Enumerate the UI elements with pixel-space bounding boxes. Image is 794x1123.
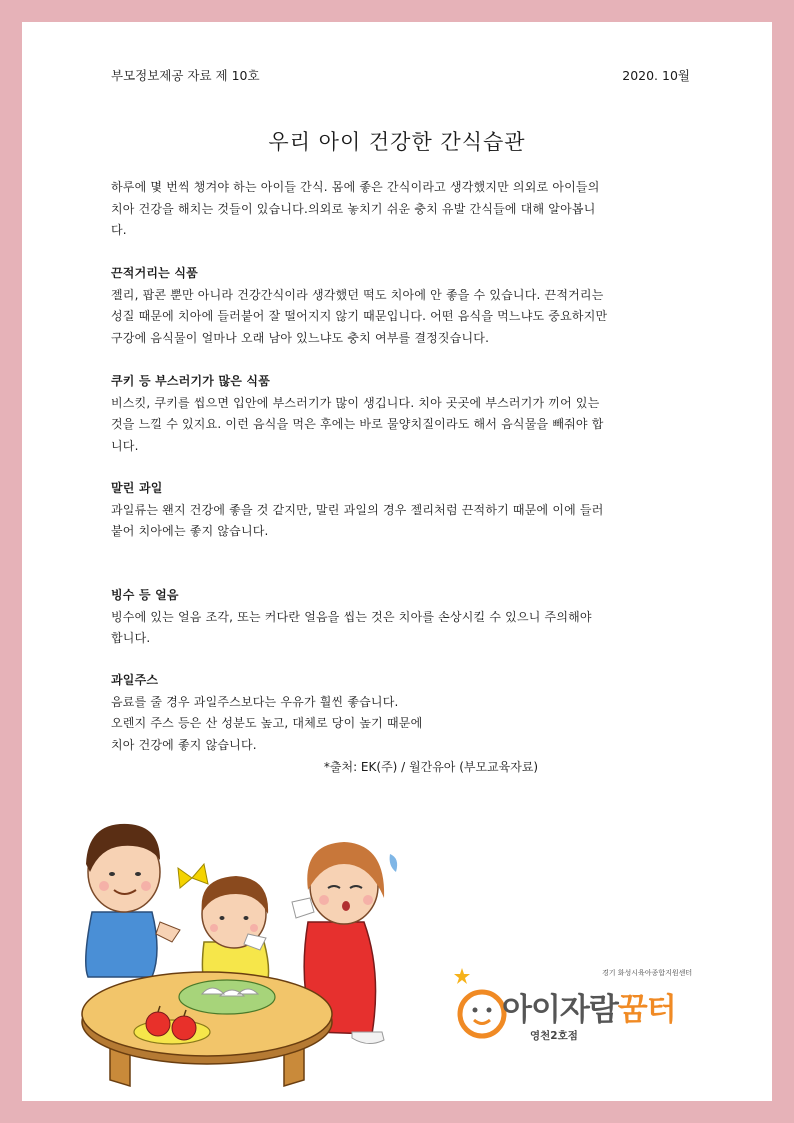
section-line: 구강에 음식물이 얼마나 오래 남아 있느냐도 충치 여부를 결정짓습니다. [111,330,490,345]
logo-brand-main: 아이자람 [502,992,618,1028]
section-heading: 과일주스 [111,673,159,687]
section-heading: 빙수 등 얼음 [111,588,179,602]
intro-line: 다. [111,223,127,237]
logo-branch: 영천2호점 [530,1030,578,1042]
round-table [82,972,332,1086]
intro-paragraph [111,177,699,242]
intro-line: 치아 건강을 해치는 것들이 있습니다.의외로 놓치기 쉬운 충치 유발 간식들에 대해 알아봅니 [111,201,596,216]
source-citation: *출처: EK(주) / 월간유아 (부모교육자료) [323,760,539,774]
logo-center-name: 경기 화성시육아종합지원센터 [602,969,693,977]
center-logo [452,962,722,1052]
section-crumbly-foods [111,371,699,457]
section-line: 음료를 줄 경우 과일주스보다는 우유가 훨씬 좋습니다. [111,694,399,709]
section-ice [111,585,699,650]
document-page [22,22,772,1101]
section-line: 젤리, 팝콘 뿐만 아니라 건강간식이라 생각했던 떡도 치아에 안 좋을 수 있습니다. 끈적거리는 [111,287,604,302]
section-line: 합니다. [111,631,151,645]
section-heading: 끈적거리는 식품 [111,266,198,280]
section-line: 빙수에 있는 얼음 조각, 또는 커다란 얼음을 씹는 것은 치아를 손상시킬 수 있으니 주의해야 [111,609,592,624]
section-line: 붙어 치아에는 좋지 않습니다. [111,524,269,538]
section-line: 과일류는 왠지 건강에 좋을 것 같지만, 말린 과일의 경우 젤리처럼 끈적하기 때문에 이에 들러 [111,502,604,517]
section-line: 성질 때문에 치아에 들러붙어 잘 떨어지지 않기 때문입니다. 어떤 음식을 먹느냐도 중요하지만 [111,309,608,323]
section-line: 비스킷, 쿠키를 씹으면 입안에 부스러기가 많이 생깁니다. 치아 곳곳에 부스러기가 끼어 있는 [111,395,600,410]
logo-brand-accent: 꿈터 [617,992,676,1028]
intro-line: 하루에 몇 번씩 챙겨야 하는 아이들 간식. 몸에 좋은 간식이라고 생각했지만 의외로 아이들의 [111,180,600,194]
section-sticky-foods [111,263,699,349]
family-snack-illustration [52,802,432,1092]
logo-brand-name [502,984,676,1029]
father-figure [86,824,180,977]
document-title: 우리 아이 건강한 간식습관 [268,130,526,154]
section-line: 오렌지 주스 등은 산 성분도 높고, 대체로 당이 높기 때문에 [111,716,423,730]
section-line: 치아 건강에 좋지 않습니다. [111,737,257,752]
section-line: 것을 느낄 수 있지요. 이런 음식을 먹은 후에는 바로 물양치질이라도 해서 음식물을 빼줘야 합 [111,417,604,431]
section-line: 니다. [111,438,139,453]
section-heading: 말린 과일 [111,481,163,495]
section-fruit-juice [111,670,699,756]
section-heading: 쿠키 등 부스러기가 많은 식품 [111,374,271,388]
document-series-label: 부모정보제공 자료 제 10호 [111,68,260,83]
document-date: 2020. 10월 [622,68,690,83]
section-dried-fruit [111,478,699,543]
girl-figure [178,864,269,987]
